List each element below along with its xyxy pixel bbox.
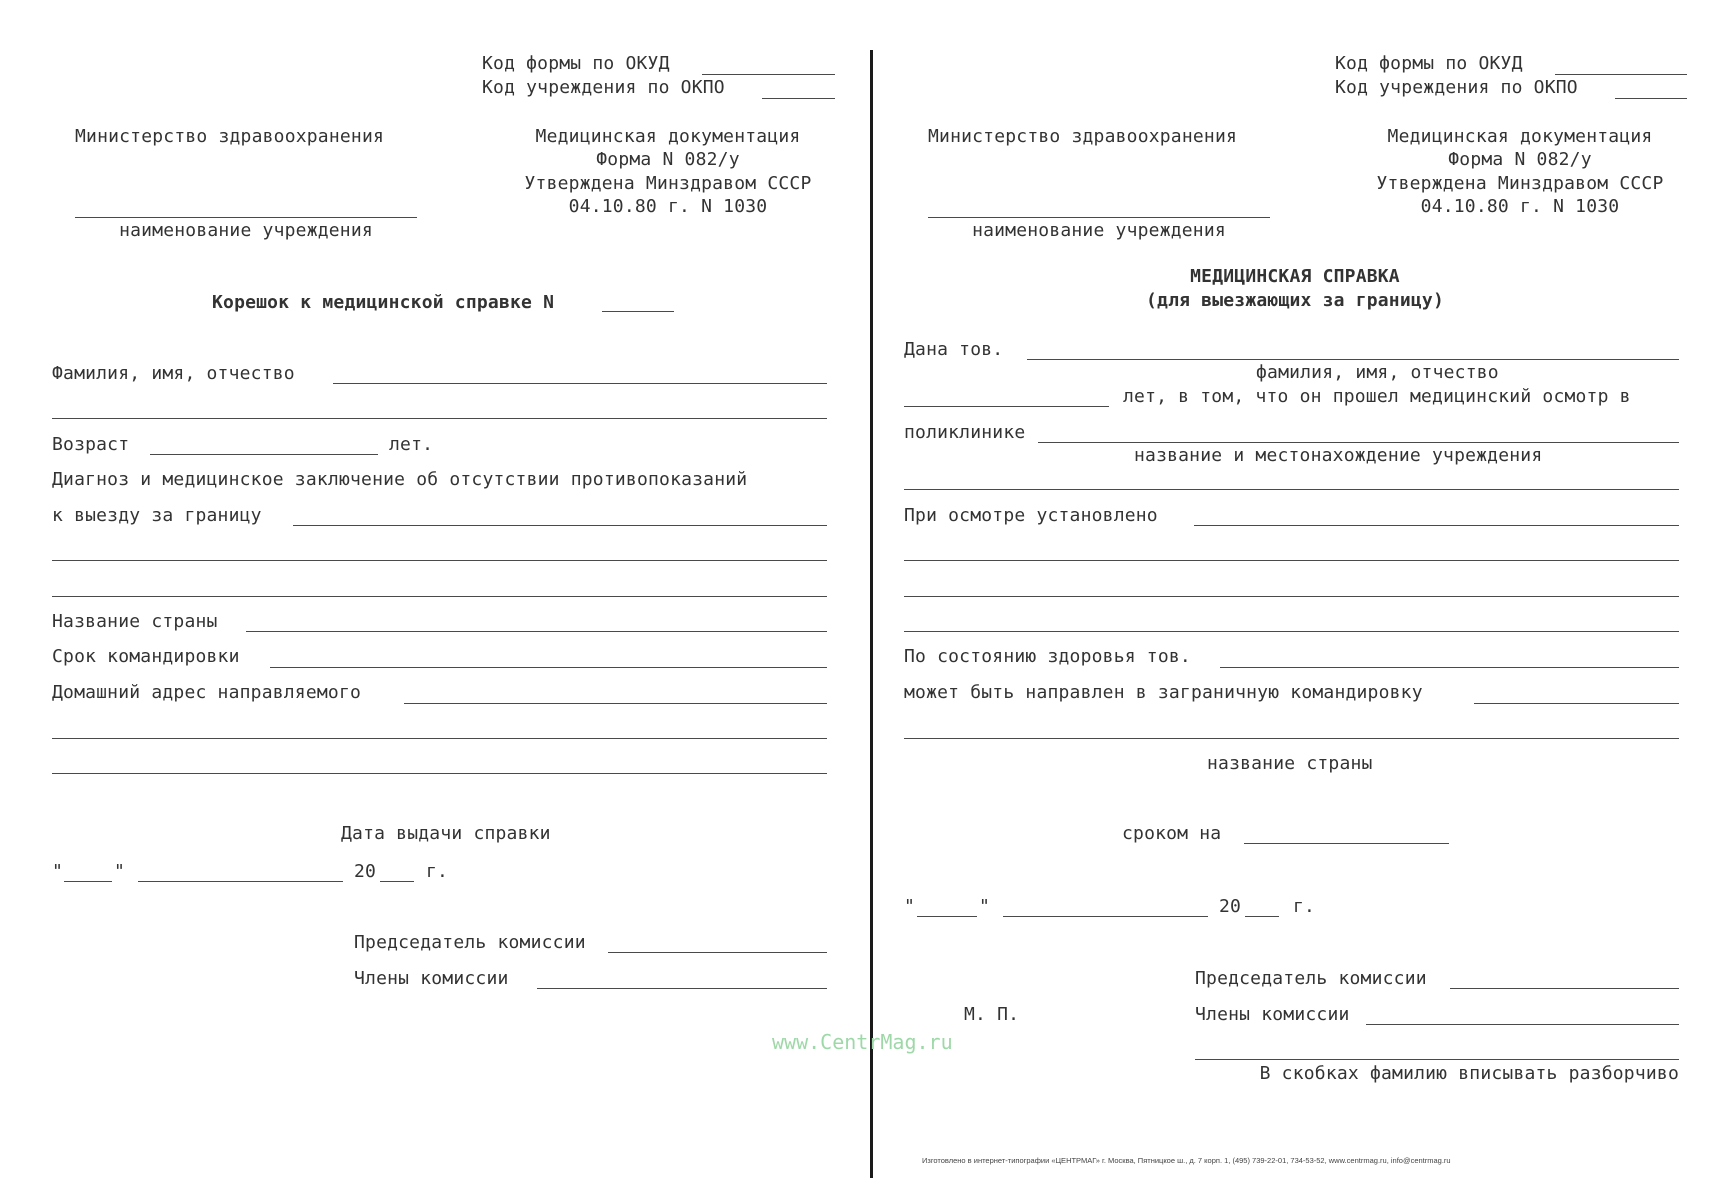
chairman-line xyxy=(1450,988,1679,989)
clinic-line xyxy=(1038,442,1679,443)
okud-line xyxy=(1555,74,1687,75)
watermark-text: www.CentrMag.ru xyxy=(772,1030,953,1054)
date-year-prefix: 20 xyxy=(354,861,377,882)
stub-title: Корешок к медицинской справке N xyxy=(212,292,555,313)
doc-line-1: Медицинская документация xyxy=(1387,126,1653,147)
members-label: Члены комиссии xyxy=(354,968,509,989)
age-unit: лет. xyxy=(389,434,434,455)
clinic-label: поликлинике xyxy=(904,422,1026,443)
diagnosis-label-2: к выезду за границу xyxy=(52,505,262,526)
date-quote-open: " xyxy=(52,861,64,882)
health-label: По состоянию здоровья тов. xyxy=(904,646,1191,667)
date-month-line xyxy=(1003,916,1208,917)
country-line xyxy=(246,631,827,632)
trip-line xyxy=(1474,703,1679,704)
doc-line-3: Утверждена Минздравом СССР xyxy=(1376,173,1664,194)
doc-line-3: Утверждена Минздравом СССР xyxy=(524,173,812,194)
established-line-4 xyxy=(904,631,1679,632)
fio-line-2 xyxy=(52,418,827,419)
country-caption: название страны xyxy=(1207,753,1373,774)
country-line xyxy=(904,738,1679,739)
date-quote-open: " xyxy=(904,896,916,917)
clinic-caption: название и местонахождение учреждения xyxy=(1134,445,1543,466)
certificate-title: МЕДИЦИНСКАЯ СПРАВКА xyxy=(1190,266,1400,287)
members-line-1 xyxy=(1366,1024,1679,1025)
term-line xyxy=(270,667,827,668)
okud-label: Код формы по ОКУД xyxy=(482,53,670,74)
institution-line xyxy=(928,217,1270,218)
certificate-subtitle: (для выезжающих за границу) xyxy=(1146,290,1444,311)
date-year-unit: г. xyxy=(426,861,449,882)
ministry-label: Министерство здравоохранения xyxy=(75,126,385,147)
doc-line-2: Форма N 082/у xyxy=(1448,149,1592,170)
date-day-line xyxy=(917,916,977,917)
given-line xyxy=(1027,359,1679,360)
age-line xyxy=(904,406,1109,407)
ministry-label: Министерство здравоохранения xyxy=(928,126,1238,147)
issue-date-label: Дата выдачи справки xyxy=(341,823,551,844)
term-label: Срок командировки xyxy=(52,646,240,667)
established-line-3 xyxy=(904,596,1679,597)
date-year-line xyxy=(1245,916,1279,917)
may-be-sent-label: может быть направлен в заграничную командировку xyxy=(904,682,1423,703)
given-label: Дана тов. xyxy=(904,339,1004,360)
doc-line-4: 04.10.80 г. N 1030 xyxy=(1420,196,1620,217)
address-line-1 xyxy=(404,703,827,704)
chairman-label: Председатель комиссии xyxy=(1195,968,1427,989)
okud-label: Код формы по ОКУД xyxy=(1335,53,1523,74)
established-line-2 xyxy=(904,560,1679,561)
doc-line-2: Форма N 082/у xyxy=(596,149,740,170)
institution-caption: наименование учреждения xyxy=(972,220,1226,241)
chairman-line xyxy=(608,952,827,953)
institution-caption: наименование учреждения xyxy=(119,220,373,241)
okpo-label: Код учреждения по ОКПО xyxy=(1335,77,1578,98)
diagnosis-line-3 xyxy=(52,596,827,597)
date-year-unit: г. xyxy=(1293,896,1316,917)
diagnosis-line-2 xyxy=(52,560,827,561)
date-day-line xyxy=(64,881,112,882)
okpo-label: Код учреждения по ОКПО xyxy=(482,77,725,98)
okud-line xyxy=(702,74,835,75)
diagnosis-label-1: Диагноз и медицинское заключение об отсутствии противопоказаний xyxy=(52,469,748,490)
term-line xyxy=(1244,843,1449,844)
okpo-line xyxy=(762,98,835,99)
established-line-1 xyxy=(1194,525,1679,526)
date-year-prefix: 20 xyxy=(1219,896,1242,917)
address-line-2 xyxy=(52,738,827,739)
date-quote-close: " xyxy=(114,861,126,882)
stamp-label: М. П. xyxy=(964,1004,1020,1025)
diagnosis-line-1 xyxy=(293,525,827,526)
members-label: Члены комиссии xyxy=(1195,1004,1350,1025)
fio-label: Фамилия, имя, отчество xyxy=(52,363,295,384)
page-divider xyxy=(870,50,873,1178)
doc-line-1: Медицинская документация xyxy=(535,126,801,147)
address-line-3 xyxy=(52,773,827,774)
age-line xyxy=(150,454,378,455)
age-text: лет, в том, что он прошел медицинский осмотр в xyxy=(1123,386,1631,407)
members-line xyxy=(537,988,827,989)
country-label: Название страны xyxy=(52,611,218,632)
stub-number-line xyxy=(602,311,674,312)
chairman-label: Председатель комиссии xyxy=(354,932,586,953)
established-label: При осмотре установлено xyxy=(904,505,1158,526)
date-year-line xyxy=(380,881,414,882)
doc-line-4: 04.10.80 г. N 1030 xyxy=(568,196,768,217)
date-month-line xyxy=(138,881,343,882)
institution-line xyxy=(75,217,417,218)
fio-line xyxy=(333,383,827,384)
legibility-note: В скобках фамилию вписывать разборчиво xyxy=(1259,1063,1679,1084)
health-line xyxy=(1220,667,1679,668)
term-label: сроком на xyxy=(1122,823,1222,844)
printer-imprint: Изготовлено в интернет-типографии «ЦЕНТРМАГ» г. Москва, Пятницкое ш., д. 7 корп. 1, (495) 739-22-01, 734-53-52, www.centrmag.ru, info@centrmag.ru xyxy=(922,1156,1451,1165)
members-line-2 xyxy=(1195,1059,1679,1060)
age-label: Возраст xyxy=(52,434,130,455)
clinic-line-2 xyxy=(904,489,1679,490)
date-quote-close: " xyxy=(979,896,991,917)
fio-caption: фамилия, имя, отчество xyxy=(1256,362,1499,383)
address-label: Домашний адрес направляемого xyxy=(52,682,362,703)
okpo-line xyxy=(1615,98,1687,99)
